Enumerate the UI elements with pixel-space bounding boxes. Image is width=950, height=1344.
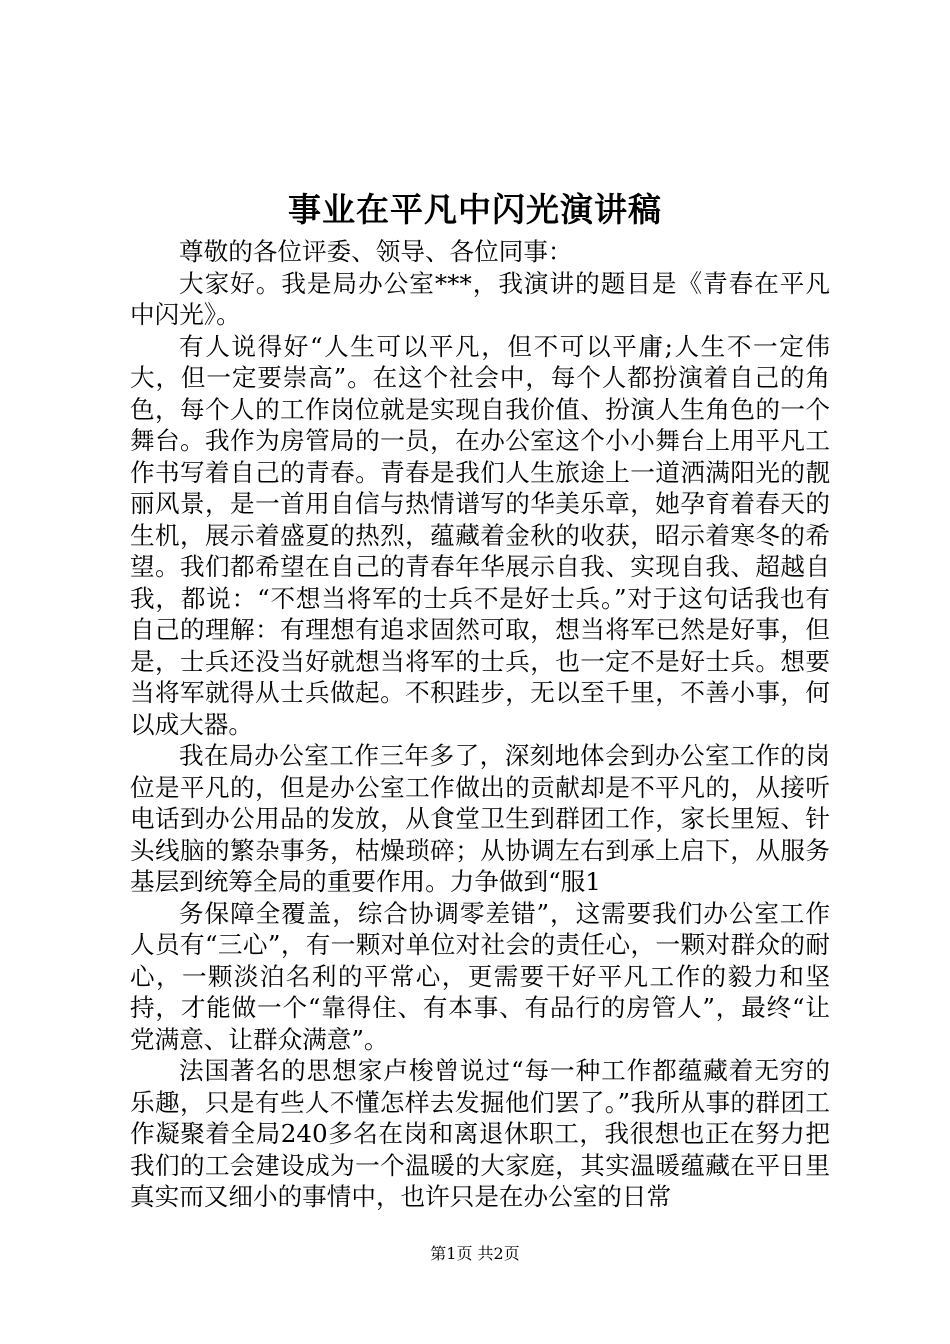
paragraph-greeting: 大家好。我是局办公室***，我演讲的题目是《青春在平凡中闪光》。 (130, 268, 830, 329)
document-body (130, 236, 830, 1213)
page-footer: 第1页 共2页 (430, 1244, 520, 1263)
paragraph-salutation: 尊敬的各位评委、领导、各位同事： (179, 237, 573, 266)
paragraph-body: 有人说得好“人生可以平凡，但不可以平庸;人生不一定伟大，但一定要崇高”。在这个社会中，每个人都扮演着自己的角色，每个人的工作岗位就是实现自我价值、扮演人生角色的一个舞台。我作为房管局的一员，在办公室这个小小舞台上用平凡工作书写着自己的青春。青春是我们人生旅途上一道洒满阳光的靓丽风景，是一首用自信与热情谱写的华美乐章，她孕育着春天的生机，展示着盛夏的热烈，蕴藏着金秋的收获，昭示着寒冬的希望。我们都希望在自己的青春年华展示自我、实现自我、超越自我，都说：“不想当将军的士兵不是好士兵。”对于这句话我也有自己的理解：有理想有追求固然可取，想当将军已然是好事，但是，士兵还没当好就想当将军的士兵，也一定不是好士兵。想要当将军就得从士兵做起。不积跬步，无以至千里，不善小事，何以成大器。 (130, 331, 830, 739)
paragraph-body: 务保障全覆盖，综合协调零差错”，这需要我们办公室工作人员有“三心”，有一颗对单位对社会的责任心，一颗对群众的耐心，一颗淡泊名利的平常心，更需要干好平凡工作的毅力和坚持，才能做一个“靠得住、有本事、有品行的房管人”，最终“让党满意、让群众满意”。 (130, 898, 830, 1054)
document-title: 事业在平凡中闪光演讲稿 (288, 190, 662, 229)
paragraph-body: 法国著名的思想家卢梭曾说过“每一种工作都蕴藏着无穷的乐趣，只是有些人不懂怎样去发掘他们罢了。”我所从事的群团工作凝聚着全局240多名在岗和离退休职工，我很想也正在努力把我们的工会建设成为一个温暖的大家庭，其实温暖蕴藏在平日里真实而又细小的事情中，也许只是在办公室的日常 (130, 1056, 830, 1211)
paragraph-body: 我在局办公室工作三年多了，深刻地体会到办公室工作的岗位是平凡的，但是办公室工作做出的贡献却是不平凡的，从接听电话到办公用品的发放，从食堂卫生到群团工作，家长里短、针头线脑的繁杂事务，枯燥琐碎；从协调左右到承上启下，从服务基层到统筹全局的重要作用。力争做到“服1 (130, 741, 830, 896)
